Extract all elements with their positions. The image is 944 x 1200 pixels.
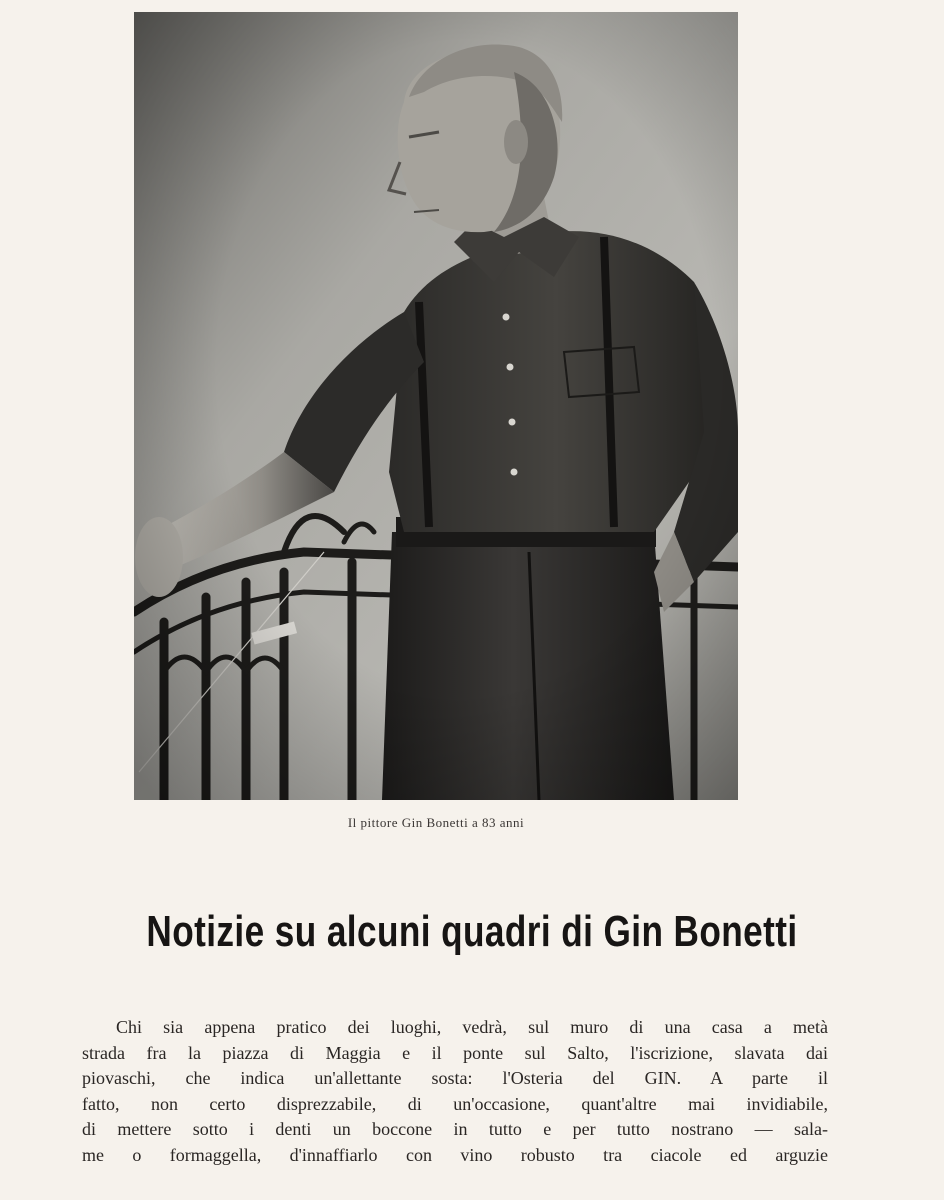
portrait-photo bbox=[134, 12, 738, 800]
article-title: Notizie su alcuni quadri di Gin Bonetti bbox=[146, 907, 798, 956]
body-line: piovaschi, che indica un'allettante sosta: l'Osteria del GIN. A parte il bbox=[82, 1068, 828, 1088]
body-line: di mettere sotto i denti un boccone in tutto e per tutto nostrano — sala- bbox=[82, 1119, 828, 1139]
article-body bbox=[82, 1015, 828, 1168]
body-line: Chi sia appena pratico dei luoghi, vedrà, sul muro di una casa a metà bbox=[116, 1017, 828, 1037]
body-line: fatto, non certo disprezzabile, di un'occasione, quant'altre mai invidiabile, bbox=[82, 1093, 828, 1114]
body-line: strada fra la piazza di Maggia e il ponte sul Salto, l'iscrizione, slavata dai bbox=[82, 1042, 828, 1063]
photo-caption: Il pittore Gin Bonetti a 83 anni bbox=[347, 815, 525, 830]
portrait-photo-illustration bbox=[134, 12, 738, 800]
body-line: me o formaggella, d'innaffiarlo con vino robusto tra ciacole ed arguzie bbox=[82, 1144, 828, 1165]
